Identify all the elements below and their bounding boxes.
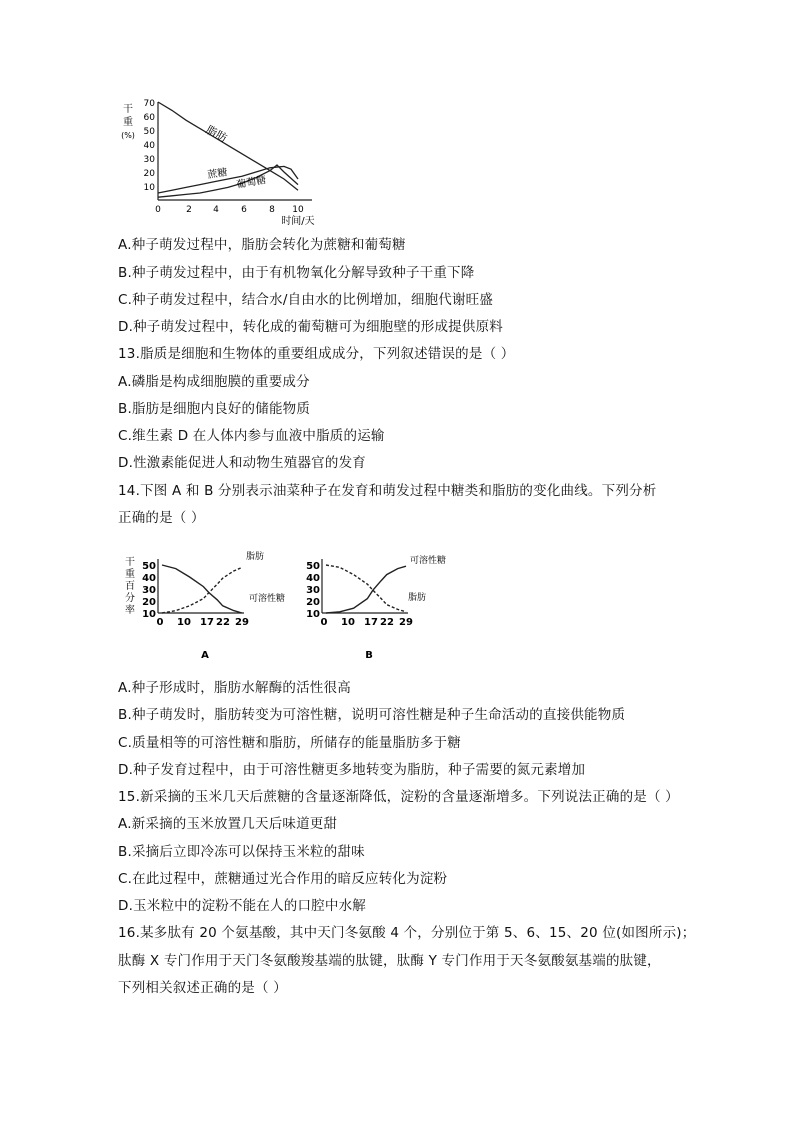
- question-13-stem: 13.脂质是细胞和生物体的重要组成成分，下列叙述错误的是（ ）: [118, 346, 515, 362]
- question-12-option-b: B.种子萌发过程中，由于有机物氧化分解导致种子干重下降: [118, 265, 475, 281]
- y-tick-label: 20: [306, 597, 320, 608]
- question-16-stem-end: 下列相关叙述正确的是（ ）: [118, 980, 287, 996]
- y-tick-label: 20: [142, 597, 156, 608]
- x-tick-label: 0: [156, 617, 164, 628]
- y-axis-label-char: 干: [123, 104, 133, 115]
- question-12-option-a: A.种子萌发过程中，脂肪会转化为蔗糖和葡萄糖: [118, 237, 406, 253]
- x-tick-label: 10: [292, 205, 304, 215]
- question-13-option-b: B.脂肪是细胞内良好的储能物质: [118, 401, 311, 417]
- panel-a-title: A: [201, 650, 209, 661]
- question-15-option-d: D.玉米粒中的淀粉不能在人的口腔中水解: [118, 898, 366, 914]
- panel-b: [306, 554, 446, 661]
- question-14-option-b: B.种子萌发时，脂肪转变为可溶性糖，说明可溶性糖是种子生命活动的直接供能物质: [118, 707, 626, 723]
- y-tick-label: 40: [306, 573, 320, 584]
- series-label-glucose: 葡萄糖: [235, 174, 268, 191]
- panel-b-label-sugar: 可溶性糖: [410, 556, 447, 566]
- x-tick-label: 17: [364, 617, 378, 628]
- x-tick-label: 10: [341, 617, 355, 628]
- x-tick-label: 2: [186, 205, 192, 215]
- question-14-option-d: D.种子发育过程中，由于可溶性糖更多地转变为脂肪，种子需要的氮元素增加: [118, 762, 586, 778]
- y-tick-label: 30: [142, 585, 156, 596]
- question-15-option-c: C.在此过程中，蔗糖通过光合作用的暗反应转化为淀粉: [118, 871, 448, 887]
- y-tick-label: 10: [142, 609, 156, 620]
- panel-a-label-fat: 脂肪: [246, 552, 265, 562]
- y-axis-label-char: 率: [125, 605, 135, 616]
- panel-a-series-sugar: [162, 565, 242, 613]
- panel-b-series-sugar: [326, 566, 406, 613]
- panel-a: [142, 550, 285, 661]
- x-tick-label: 0: [320, 617, 328, 628]
- x-tick-label: 0: [155, 205, 161, 215]
- y-tick-label: 50: [143, 127, 155, 137]
- y-tick-label: 20: [143, 169, 155, 179]
- x-axis-title: 时间/天: [281, 216, 315, 227]
- y-tick-label: 10: [306, 609, 320, 620]
- y-tick-label: 40: [143, 141, 155, 151]
- question-12-option-d: D.种子萌发过程中，转化成的葡萄糖可为细胞壁的形成提供原料: [118, 319, 503, 335]
- series-label-sucrose: 蔗糖: [206, 167, 229, 181]
- question-12-option-c: C.种子萌发过程中，结合水/自由水的比例增加，细胞代谢旺盛: [118, 292, 494, 308]
- question-14-option-c: C.质量相等的可溶性糖和脂肪，所储存的能量脂肪多于糖: [118, 735, 461, 751]
- question-16-stem-cont: 肽酶 X 专门作用于天门冬氨酸羧基端的肽键，肽酶 Y 专门作用于天冬氨酸氨基端的肽键，: [118, 953, 661, 969]
- y-tick-label: 70: [143, 99, 155, 109]
- figure-seed-charts: [112, 545, 472, 665]
- y-tick-label: 50: [306, 561, 320, 572]
- panel-a-series-fat: [162, 567, 242, 613]
- question-16-stem: 16.某多肽有 20 个氨基酸，其中天门冬氨酸 4 个，分别位于第 5、6、15、20 位(如图所示)；: [118, 925, 696, 941]
- y-tick-labels: [144, 99, 156, 193]
- panel-b-series-fat: [326, 565, 406, 612]
- panel-a-label-sugar: 可溶性糖: [249, 594, 286, 604]
- question-13-option-c: C.维生素 D 在人体内参与血液中脂质的运输: [118, 428, 385, 444]
- x-tick-label: 22: [380, 617, 394, 628]
- panel-b-label-fat: 脂肪: [408, 593, 427, 603]
- question-15-stem: 15.新采摘的玉米几天后蔗糖的含量逐渐降低，淀粉的含量逐渐增多。下列说法正确的是（ ）: [118, 789, 679, 805]
- question-14-option-a: A.种子形成时，脂肪水解酶的活性很高: [118, 680, 351, 696]
- x-tick-label: 17: [200, 617, 214, 628]
- question-14-stem: 14.下图 A 和 B 分别表示油菜种子在发育和萌发过程中糖类和脂肪的变化曲线。下列分析: [118, 483, 657, 499]
- y-tick-label: 30: [143, 155, 155, 165]
- panel-b-title: B: [365, 650, 373, 661]
- y-tick-label: 50: [142, 561, 156, 572]
- x-tick-label: 29: [235, 617, 249, 628]
- x-tick-label: 10: [177, 617, 191, 628]
- question-13-option-a: A.磷脂是构成细胞膜的重要成分: [118, 374, 310, 390]
- question-15-option-b: B.采摘后立即冷冻可以保持玉米粒的甜味: [118, 844, 365, 860]
- y-tick-label: 40: [142, 573, 156, 584]
- y-axis-label: [125, 556, 135, 616]
- y-axis-label-char: 重: [123, 117, 133, 128]
- y-tick-label: 60: [143, 113, 155, 123]
- y-axis-label-char: (%): [121, 131, 135, 140]
- figure-dry-weight-chart: [112, 96, 342, 228]
- question-15-option-a: A.新采摘的玉米放置几天后味道更甜: [118, 816, 338, 832]
- y-axis-label-char: 干: [125, 557, 135, 568]
- x-tick-labels: [155, 205, 304, 215]
- x-tick-label: 6: [241, 205, 247, 215]
- series-line-glucose: [158, 165, 298, 197]
- series-label-fat: 脂肪: [203, 123, 230, 145]
- question-13-option-d: D.性激素能促进人和动物生殖器官的发育: [118, 455, 366, 471]
- y-tick-label: 30: [306, 585, 320, 596]
- x-tick-label: 8: [269, 205, 275, 215]
- question-14-stem-cont: 正确的是（ ）: [118, 510, 205, 526]
- series-line-sucrose: [158, 166, 298, 193]
- x-tick-label: 29: [399, 617, 413, 628]
- y-axis-label-char: 重: [125, 569, 135, 580]
- y-tick-label: 10: [143, 183, 155, 193]
- x-tick-label: 4: [213, 205, 219, 215]
- y-axis-label-char: 分: [125, 593, 135, 604]
- y-axis-label-char: 百: [125, 581, 135, 592]
- x-tick-label: 22: [216, 617, 230, 628]
